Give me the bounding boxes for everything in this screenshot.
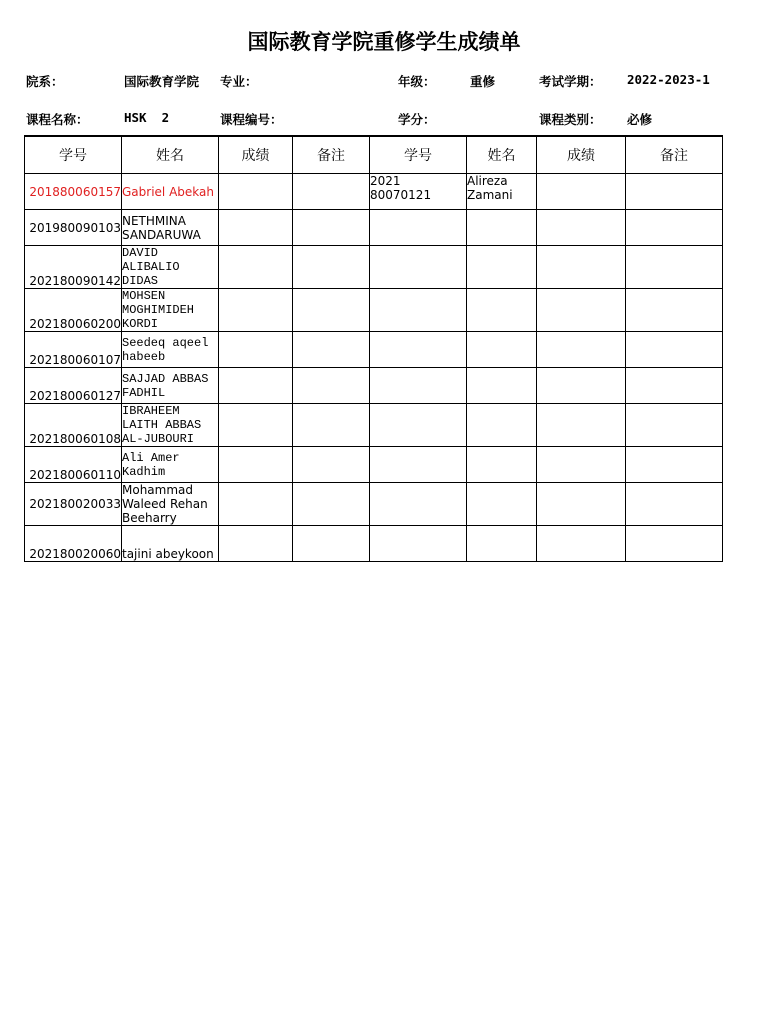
table-row	[25, 483, 723, 526]
score-cell	[219, 368, 293, 404]
grade-label: 年级：	[398, 74, 436, 89]
score-cell-2	[537, 210, 626, 246]
category-value: 必修	[627, 112, 653, 127]
score-cell-2	[537, 483, 626, 526]
student-name-cell: SAJJAD ABBAS FADHIL	[122, 368, 219, 404]
table-row	[25, 368, 723, 404]
student-name-cell-2	[467, 289, 537, 332]
note-cell-2	[626, 174, 723, 210]
score-cell	[219, 289, 293, 332]
table-row	[25, 447, 723, 483]
student-name-cell: Gabriel Abekah	[122, 174, 219, 210]
table-row	[25, 210, 723, 246]
note-cell-2	[626, 332, 723, 368]
student-id-cell: 202180020033	[25, 483, 122, 526]
credit-label: 学分：	[398, 112, 436, 127]
student-name-cell: IBRAHEEM LAITH ABBAS AL-JUBOURI	[122, 404, 219, 447]
dept-value: 国际教育学院	[124, 74, 200, 89]
student-id-cell-2	[370, 368, 467, 404]
course-value: HSK 2	[124, 110, 170, 125]
student-name-cell-2	[467, 210, 537, 246]
note-cell-2	[626, 447, 723, 483]
header-name-2: 姓名	[467, 136, 537, 174]
student-id-cell: 202180020060	[25, 526, 122, 562]
student-name-cell-2	[467, 246, 537, 289]
note-cell	[293, 174, 370, 210]
note-cell	[293, 210, 370, 246]
header-name: 姓名	[122, 136, 219, 174]
note-cell	[293, 289, 370, 332]
page-title: 国际教育学院重修学生成绩单	[247, 30, 521, 54]
score-cell-2	[537, 404, 626, 447]
note-cell-2	[626, 246, 723, 289]
student-id-cell-2	[370, 289, 467, 332]
note-cell-2	[626, 526, 723, 562]
table-header-row	[25, 136, 723, 174]
score-cell	[219, 332, 293, 368]
header-student-id-2: 学号	[370, 136, 467, 174]
note-cell	[293, 246, 370, 289]
student-id-cell-2	[370, 246, 467, 289]
note-cell-2	[626, 210, 723, 246]
score-cell	[219, 447, 293, 483]
student-id-cell-2	[370, 210, 467, 246]
note-cell	[293, 332, 370, 368]
student-name-cell: Ali Amer Kadhim	[122, 447, 219, 483]
score-cell-2	[537, 174, 626, 210]
score-cell	[219, 246, 293, 289]
score-cell	[219, 526, 293, 562]
score-cell-2	[537, 368, 626, 404]
header-score-2: 成绩	[537, 136, 626, 174]
header-note-2: 备注	[626, 136, 723, 174]
student-name-cell: tajini abeykoon	[122, 526, 219, 562]
student-id-cell-2: 2021 80070121	[370, 174, 467, 210]
note-cell-2	[626, 483, 723, 526]
term-label: 考试学期：	[539, 74, 602, 89]
student-name-cell: DAVID ALIBALIO DIDAS	[122, 246, 219, 289]
score-cell	[219, 174, 293, 210]
grade-value: 重修	[470, 74, 496, 89]
term-value: 2022-2023-1	[627, 72, 710, 87]
header-note: 备注	[293, 136, 370, 174]
table-row	[25, 526, 723, 562]
note-cell	[293, 526, 370, 562]
table-row	[25, 332, 723, 368]
student-id-cell-2	[370, 447, 467, 483]
student-id-cell: 202180090142	[25, 246, 122, 289]
header-score: 成绩	[219, 136, 293, 174]
note-cell	[293, 404, 370, 447]
note-cell-2	[626, 368, 723, 404]
note-cell	[293, 447, 370, 483]
student-id-cell: 202180060200	[25, 289, 122, 332]
note-cell-2	[626, 404, 723, 447]
grades-table	[24, 135, 723, 562]
student-name-cell-2: Alireza Zamani	[467, 174, 537, 210]
student-id-cell: 202180060107	[25, 332, 122, 368]
score-cell-2	[537, 447, 626, 483]
student-id-cell-2	[370, 483, 467, 526]
table-row	[25, 174, 723, 210]
score-cell-2	[537, 289, 626, 332]
student-id-cell: 201880060157	[25, 174, 122, 210]
student-name-cell-2	[467, 447, 537, 483]
note-cell	[293, 483, 370, 526]
student-id-cell: 202180060127	[25, 368, 122, 404]
student-name-cell-2	[467, 332, 537, 368]
note-cell-2	[626, 289, 723, 332]
student-id-cell-2	[370, 404, 467, 447]
student-id-cell: 202180060108	[25, 404, 122, 447]
course-no-label: 课程编号：	[220, 112, 283, 127]
student-name-cell-2	[467, 483, 537, 526]
score-cell-2	[537, 246, 626, 289]
student-id-cell-2	[370, 332, 467, 368]
dept-label: 院系：	[26, 74, 64, 89]
category-label: 课程类别：	[539, 112, 602, 127]
score-cell	[219, 210, 293, 246]
student-name-cell-2	[467, 404, 537, 447]
score-cell-2	[537, 526, 626, 562]
student-id-cell-2	[370, 526, 467, 562]
score-cell-2	[537, 332, 626, 368]
score-cell	[219, 483, 293, 526]
student-id-cell: 201980090103	[25, 210, 122, 246]
student-name-cell-2	[467, 368, 537, 404]
table-row	[25, 404, 723, 447]
header-student-id: 学号	[25, 136, 122, 174]
student-name-cell: MOHSEN MOGHIMIDEH KORDI	[122, 289, 219, 332]
table-row	[25, 246, 723, 289]
student-name-cell: Seedeq aqeel habeeb	[122, 332, 219, 368]
table-row	[25, 289, 723, 332]
major-label: 专业：	[220, 74, 258, 89]
note-cell	[293, 368, 370, 404]
student-id-cell: 202180060110	[25, 447, 122, 483]
student-name-cell: NETHMINA SANDARUWA	[122, 210, 219, 246]
student-name-cell: Mohammad Waleed Rehan Beeharry	[122, 483, 219, 526]
score-cell	[219, 404, 293, 447]
student-name-cell-2	[467, 526, 537, 562]
course-label: 课程名称：	[26, 112, 89, 127]
